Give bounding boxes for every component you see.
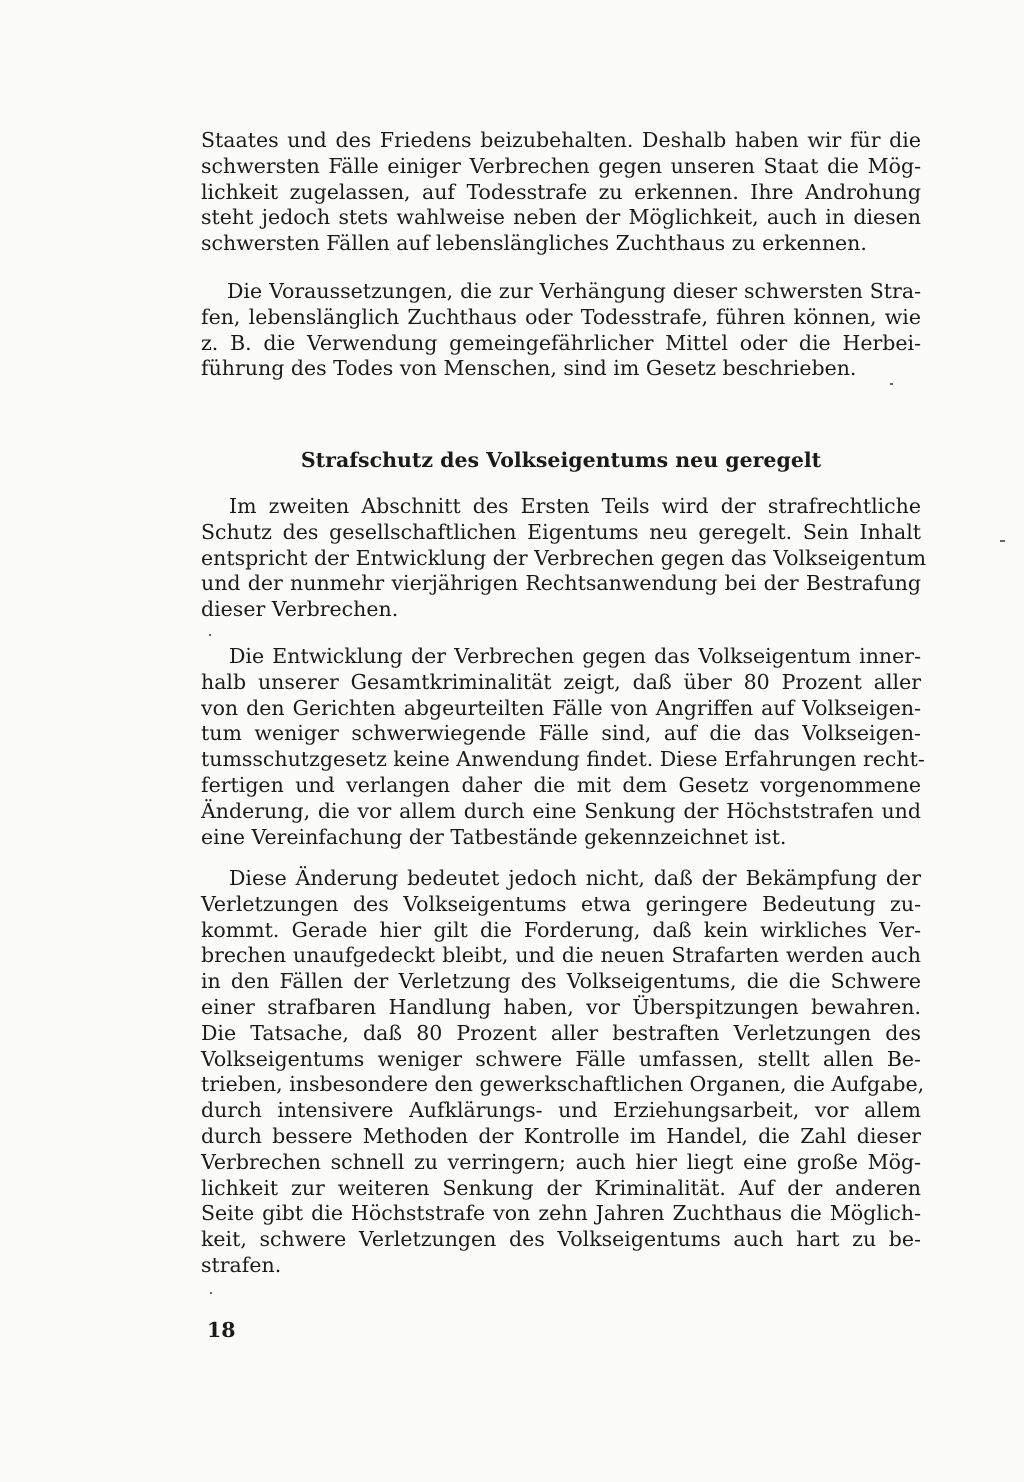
- text-line: tum weniger schwerwiegende Fälle sind, auf die das Volkseigen-: [201, 721, 921, 746]
- paragraph-change-continued: [201, 891, 925, 1279]
- scan-speck: [1000, 540, 1005, 542]
- text-line: z. B. die Verwendung gemeingefährlicher Mittel oder die Herbei-: [201, 330, 921, 355]
- text-line: führung des Todes von Menschen, sind im Gesetz beschrieben.: [201, 356, 857, 381]
- text-line: Diese Änderung bedeutet jedoch nicht, daß der Bekämpfung der: [229, 866, 921, 890]
- text-line: Verletzungen des Volkseigentums etwa geringere Bedeutung zu-: [201, 891, 921, 916]
- section-heading: Strafschutz des Volkseigentums neu geregelt: [300, 448, 822, 472]
- text-line: Seite gibt die Höchststrafe von zehn Jahren Zuchthaus die Möglich-: [201, 1201, 921, 1226]
- text-line: trieben, insbesondere den gewerkschaftlichen Organen, die Aufgabe,: [201, 1072, 925, 1097]
- text-line: keit, schwere Verletzungen des Volkseigentums auch hart zu be-: [201, 1227, 921, 1252]
- text-line: Volkseigentums weniger schwere Fälle umfassen, stellt allen Be-: [201, 1046, 921, 1071]
- text-line: brechen unaufgedeckt bleibt, und die neuen Strafarten werden auch: [201, 943, 921, 968]
- text-line: Schutz des gesellschaftlichen Eigentums neu geregelt. Sein Inhalt: [201, 519, 921, 544]
- text-line: und der nunmehr vierjährigen Rechtsanwendung bei der Bestrafung: [201, 571, 921, 596]
- text-line: von den Gerichten abgeurteilten Fälle von Angriffen auf Volkseigen-: [201, 695, 921, 720]
- text-line: lichkeit zugelassen, auf Todesstrafe zu erkennen. Ihre Androhung: [201, 179, 921, 204]
- paragraph-death-penalty: [201, 128, 921, 257]
- paragraph-change: [229, 866, 921, 892]
- paragraph-second-section: [229, 494, 921, 520]
- paragraph-prerequisites: [227, 279, 921, 305]
- text-line: schwersten Fälle einiger Verbrechen gegen unseren Staat die Mög-: [201, 153, 921, 178]
- text-line: durch bessere Methoden der Kontrolle im Handel, die Zahl dieser: [201, 1123, 921, 1148]
- text-line: tumsschutzgesetz keine Anwendung findet. Diese Erfahrungen recht-: [201, 747, 925, 772]
- text-line: entspricht der Entwicklung der Verbrechen gegen das Volkseigentum: [201, 545, 927, 570]
- text-line: kommt. Gerade hier gilt die Forderung, daß kein wirkliches Ver-: [201, 917, 921, 942]
- text-line: durch intensivere Aufklärungs- und Erziehungsarbeit, vor allem: [201, 1098, 921, 1123]
- paragraph-second-section-continued: [201, 519, 927, 623]
- paragraph-development: [229, 644, 921, 670]
- text-line: Die Voraussetzungen, die zur Verhängung dieser schwersten Stra-: [227, 279, 921, 303]
- scan-speck: [890, 383, 893, 385]
- scan-speck: [210, 1292, 212, 1294]
- text-line: dieser Verbrechen.: [201, 597, 399, 622]
- paragraph-prerequisites-continued: [201, 305, 921, 382]
- text-line: eine Vereinfachung der Tatbestände gekennzeichnet ist.: [201, 824, 787, 849]
- text-line: halb unserer Gesamtkriminalität zeigt, daß über 80 Prozent aller: [201, 669, 921, 694]
- text-line: Im zweiten Abschnitt des Ersten Teils wird der strafrechtliche: [229, 494, 921, 518]
- page-number: 18: [207, 1318, 236, 1342]
- text-line: steht jedoch stets wahlweise neben der Möglichkeit, auch in diesen: [201, 205, 921, 230]
- scan-speck: [209, 634, 211, 636]
- text-line: strafen.: [201, 1252, 282, 1277]
- text-line: Staates und des Friedens beizubehalten. Deshalb haben wir für die: [201, 128, 921, 152]
- text-line: einer strafbaren Handlung haben, vor Überspitzungen bewahren.: [201, 994, 921, 1019]
- text-line: in den Fällen der Verletzung des Volkseigentums, die die Schwere: [201, 969, 921, 994]
- text-line: Änderung, die vor allem durch eine Senkung der Höchststrafen und: [201, 798, 921, 823]
- text-line: Verbrechen schnell zu verringern; auch hier liegt eine große Mög-: [201, 1149, 921, 1174]
- text-line: fertigen und verlangen daher die mit dem Gesetz vorgenommene: [201, 772, 921, 797]
- text-line: schwersten Fällen auf lebenslängliches Zuchthaus zu erkennen.: [201, 231, 867, 256]
- text-line: fen, lebenslänglich Zuchthaus oder Todesstrafe, führen können, wie: [201, 304, 921, 329]
- paragraph-development-continued: [201, 669, 925, 851]
- text-line: Die Tatsache, daß 80 Prozent aller bestraften Verletzungen des: [201, 1020, 921, 1045]
- text-line: lichkeit zur weiteren Senkung der Kriminalität. Auf der anderen: [201, 1175, 921, 1200]
- text-line: Die Entwicklung der Verbrechen gegen das Volkseigentum inner-: [229, 644, 921, 668]
